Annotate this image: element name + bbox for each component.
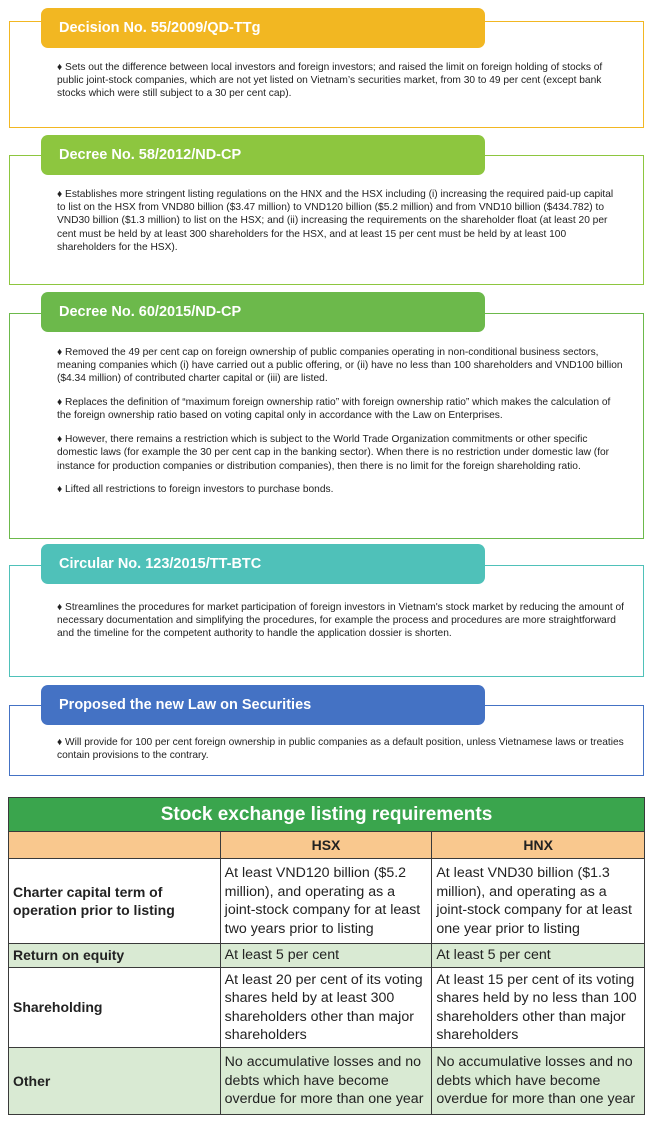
paragraph: ♦ Removed the 49 per cent cap on foreign ownership of public companies operating in non-conditional business sectors, meaning companies which (i) have carried out a public offering, or (ii) have no less than 100 shareholders and VND100 billion ($4.34 million) of contributed charter capital or (iii) are listed. <box>57 347 623 385</box>
card-title: Decision No. 55/2009/QD-TTg <box>41 8 485 48</box>
row-label: Return on equity <box>9 944 221 968</box>
card-law-on-securities <box>9 685 644 776</box>
paragraph: ♦ Establishes more stringent listing regulations on the HNX and the HSX including (i) increasing the required paid-up capital to list on the HSX from VND80 billion ($3.47 million) to VND120 billion ($5.2 million) and from VND10 billion ($434.782) to VND30 billion ($1.3 million) to list on the HSX; and (ii) increasing the requirements on the shareholder float (at least 20 per cent must be held by at least 300 shareholders for the HSX, and at least 15 per cent must be held by at least 100 shareholders for the HSX). <box>57 189 614 253</box>
card-title: Decree No. 60/2015/ND-CP <box>41 292 485 332</box>
card-decree-60 <box>9 292 644 539</box>
card-body <box>57 601 624 651</box>
cell-hsx: At least 5 per cent <box>220 944 432 968</box>
card-decision-55 <box>9 8 644 128</box>
table-header-hsx: HSX <box>220 832 432 859</box>
paragraph: ♦ Sets out the difference between local investors and foreign investors; and raised the limit on foreign holding of stocks of public joint-stock companies, which are not yet listed on Vietnam’s securities market, from 30 to 49 per cent (except bank stocks which were still subject to a 30 per cent cap). <box>57 62 603 100</box>
paragraph: ♦ Streamlines the procedures for market participation of foreign investors in Vietnam's stock market by reducing the amount of necessary documentation and simplifying the procedures, for example the process and procedures are more straightforward and the timeline for the competent authority to handle the application dossier is shorten. <box>57 602 624 640</box>
card-title: Proposed the new Law on Securities <box>41 685 485 725</box>
card-decree-58 <box>9 135 644 285</box>
card-body <box>57 346 624 507</box>
row-label: Charter capital term of operation prior to listing <box>9 859 221 944</box>
table-header-hnx: HNX <box>432 832 645 859</box>
row-label: Shareholding <box>9 968 221 1048</box>
paragraph: ♦ Lifted all restrictions to foreign investors to purchase bonds. <box>57 484 334 496</box>
paragraph: ♦ However, there remains a restriction which is subject to the World Trade Organization commitments or other specific domestic laws (for example the 30 per cent cap in the banking sector). When there is no restriction under domestic law (for instance for production companies or distribution companies), then there is no limit for the foreign shareholding ratio. <box>57 434 610 472</box>
card-body <box>57 188 624 265</box>
cell-hsx: At least VND120 billion ($5.2 million), and operating as a joint-stock company for at least two years prior to listing <box>220 859 432 944</box>
card-circular-123 <box>9 544 644 677</box>
card-body <box>57 61 624 111</box>
card-title: Decree No. 58/2012/ND-CP <box>41 135 485 175</box>
cell-hnx: At least VND30 billion ($1.3 million), and operating as a joint-stock company for at least one year prior to listing <box>432 859 645 944</box>
table-header-empty <box>9 832 221 859</box>
cell-hsx: No accumulative losses and no debts which have become overdue for more than one year <box>220 1048 432 1115</box>
cell-hsx: At least 20 per cent of its voting shares held by at least 300 shareholders other than major shareholders <box>220 968 432 1048</box>
card-body <box>57 736 624 773</box>
cell-hnx: No accumulative losses and no debts which have become overdue for more than one year <box>432 1048 645 1115</box>
paragraph: ♦ Replaces the definition of “maximum foreign ownership ratio” with foreign ownership ratio” which makes the calculation of the foreign ownership ratio based on voting capital only in accordance with the Law on Enterprises. <box>57 397 611 422</box>
card-title: Circular No. 123/2015/TT-BTC <box>41 544 485 584</box>
table-title: Stock exchange listing requirements <box>9 798 645 832</box>
cell-hnx: At least 15 per cent of its voting shares held by no less than 100 shareholders other than major shareholders <box>432 968 645 1048</box>
paragraph: ♦ Will provide for 100 per cent foreign ownership in public companies as a default position, unless Vietnamese laws or treaties contain provisions to the contrary. <box>57 737 624 762</box>
listing-requirements-table <box>8 797 645 1115</box>
row-label: Other <box>9 1048 221 1115</box>
cell-hnx: At least 5 per cent <box>432 944 645 968</box>
